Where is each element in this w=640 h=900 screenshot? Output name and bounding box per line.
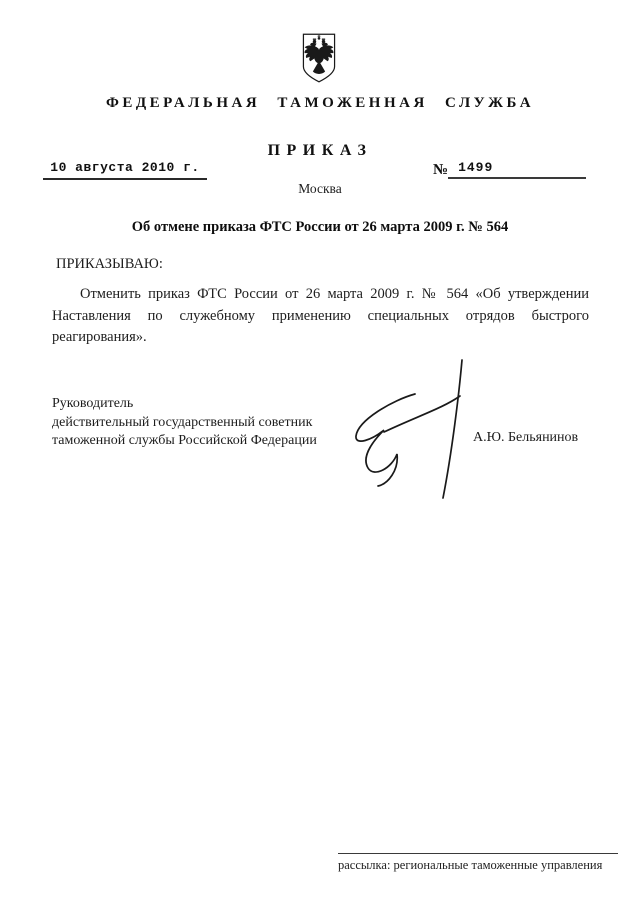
city-label: Москва: [298, 181, 342, 196]
signer-position-line-1: Руководитель: [52, 396, 134, 411]
signer-position: [52, 395, 317, 451]
subject-line: Об отмене приказа ФТС России от 26 марта 2009 г. № 564: [131, 219, 509, 235]
number-sign: №: [433, 162, 449, 178]
signer-position-line-3: таможенной службы Российской Федерации: [52, 433, 317, 448]
order-keyword: ПРИКАЗЫВАЮ:: [56, 256, 163, 272]
date-value: 10 августа 2010 г.: [50, 160, 200, 175]
organization-name: ФЕДЕРАЛЬНАЯ ТАМОЖЕННАЯ СЛУЖБА: [105, 95, 535, 111]
number-field: [433, 160, 586, 179]
date-field: [43, 160, 207, 180]
document-type-title: ПРИКАЗ: [267, 142, 373, 159]
signer-position-line-2: действительный государственный советник: [52, 414, 313, 430]
distribution-note: рассылка: региональные таможенные управления: [338, 853, 618, 873]
handwritten-signature-icon: [348, 352, 473, 502]
coat-of-arms-icon: [298, 33, 340, 83]
number-value: 1499: [448, 160, 586, 179]
body-paragraph: Отменить приказ ФТС России от 26 марта 2009 г. № 564 «Об утверждении Наставления по служебному применению специальных отрядов быстрого реагирования».: [52, 286, 589, 345]
signer-name: А.Ю. Бельянинов: [473, 430, 579, 445]
